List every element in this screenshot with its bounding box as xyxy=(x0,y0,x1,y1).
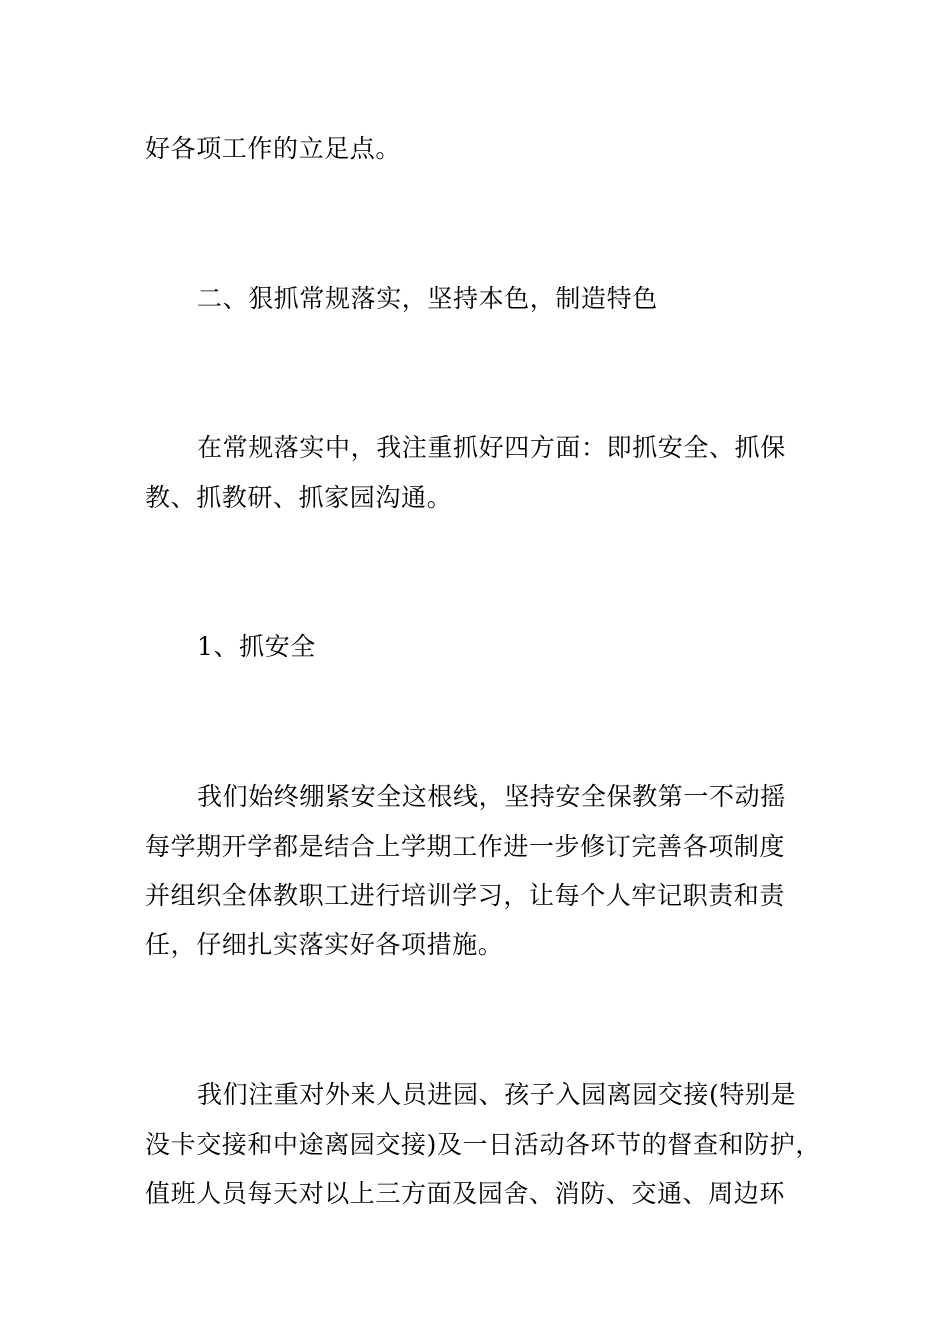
paragraph-line: 每学期开学都是结合上学期工作进一步修订完善各项制度 xyxy=(145,832,786,861)
section-heading: 二、狠抓常规落实，坚持本色，制造特色 xyxy=(197,284,658,313)
subsection-heading: 1、抓安全 xyxy=(197,632,316,661)
paragraph-line: 教、抓教研、抓家园沟通。 xyxy=(145,483,453,512)
paragraph-line: 值班人员每天对以上三方面及园舍、消防、交通、周边环 xyxy=(145,1179,786,1208)
paragraph-line: 并组织全体教职工进行培训学习，让每个人牢记职责和责 xyxy=(145,881,786,910)
paragraph-line: 任，仔细扎实落实好各项措施。 xyxy=(145,930,504,959)
paragraph-line: 好各项工作的立足点。 xyxy=(145,134,402,163)
paragraph-line: 在常规落实中，我注重抓好四方面：即抓安全、抓保 xyxy=(197,433,786,462)
paragraph-line: 我们始终绷紧安全这根线，坚持安全保教第一不动摇 xyxy=(197,782,786,811)
paragraph-line: 我们注重对外来人员进园、孩子入园离园交接(特别是 xyxy=(197,1080,797,1109)
paragraph-line: 没卡交接和中途离园交接)及一日活动各环节的督查和防护， xyxy=(145,1130,821,1159)
